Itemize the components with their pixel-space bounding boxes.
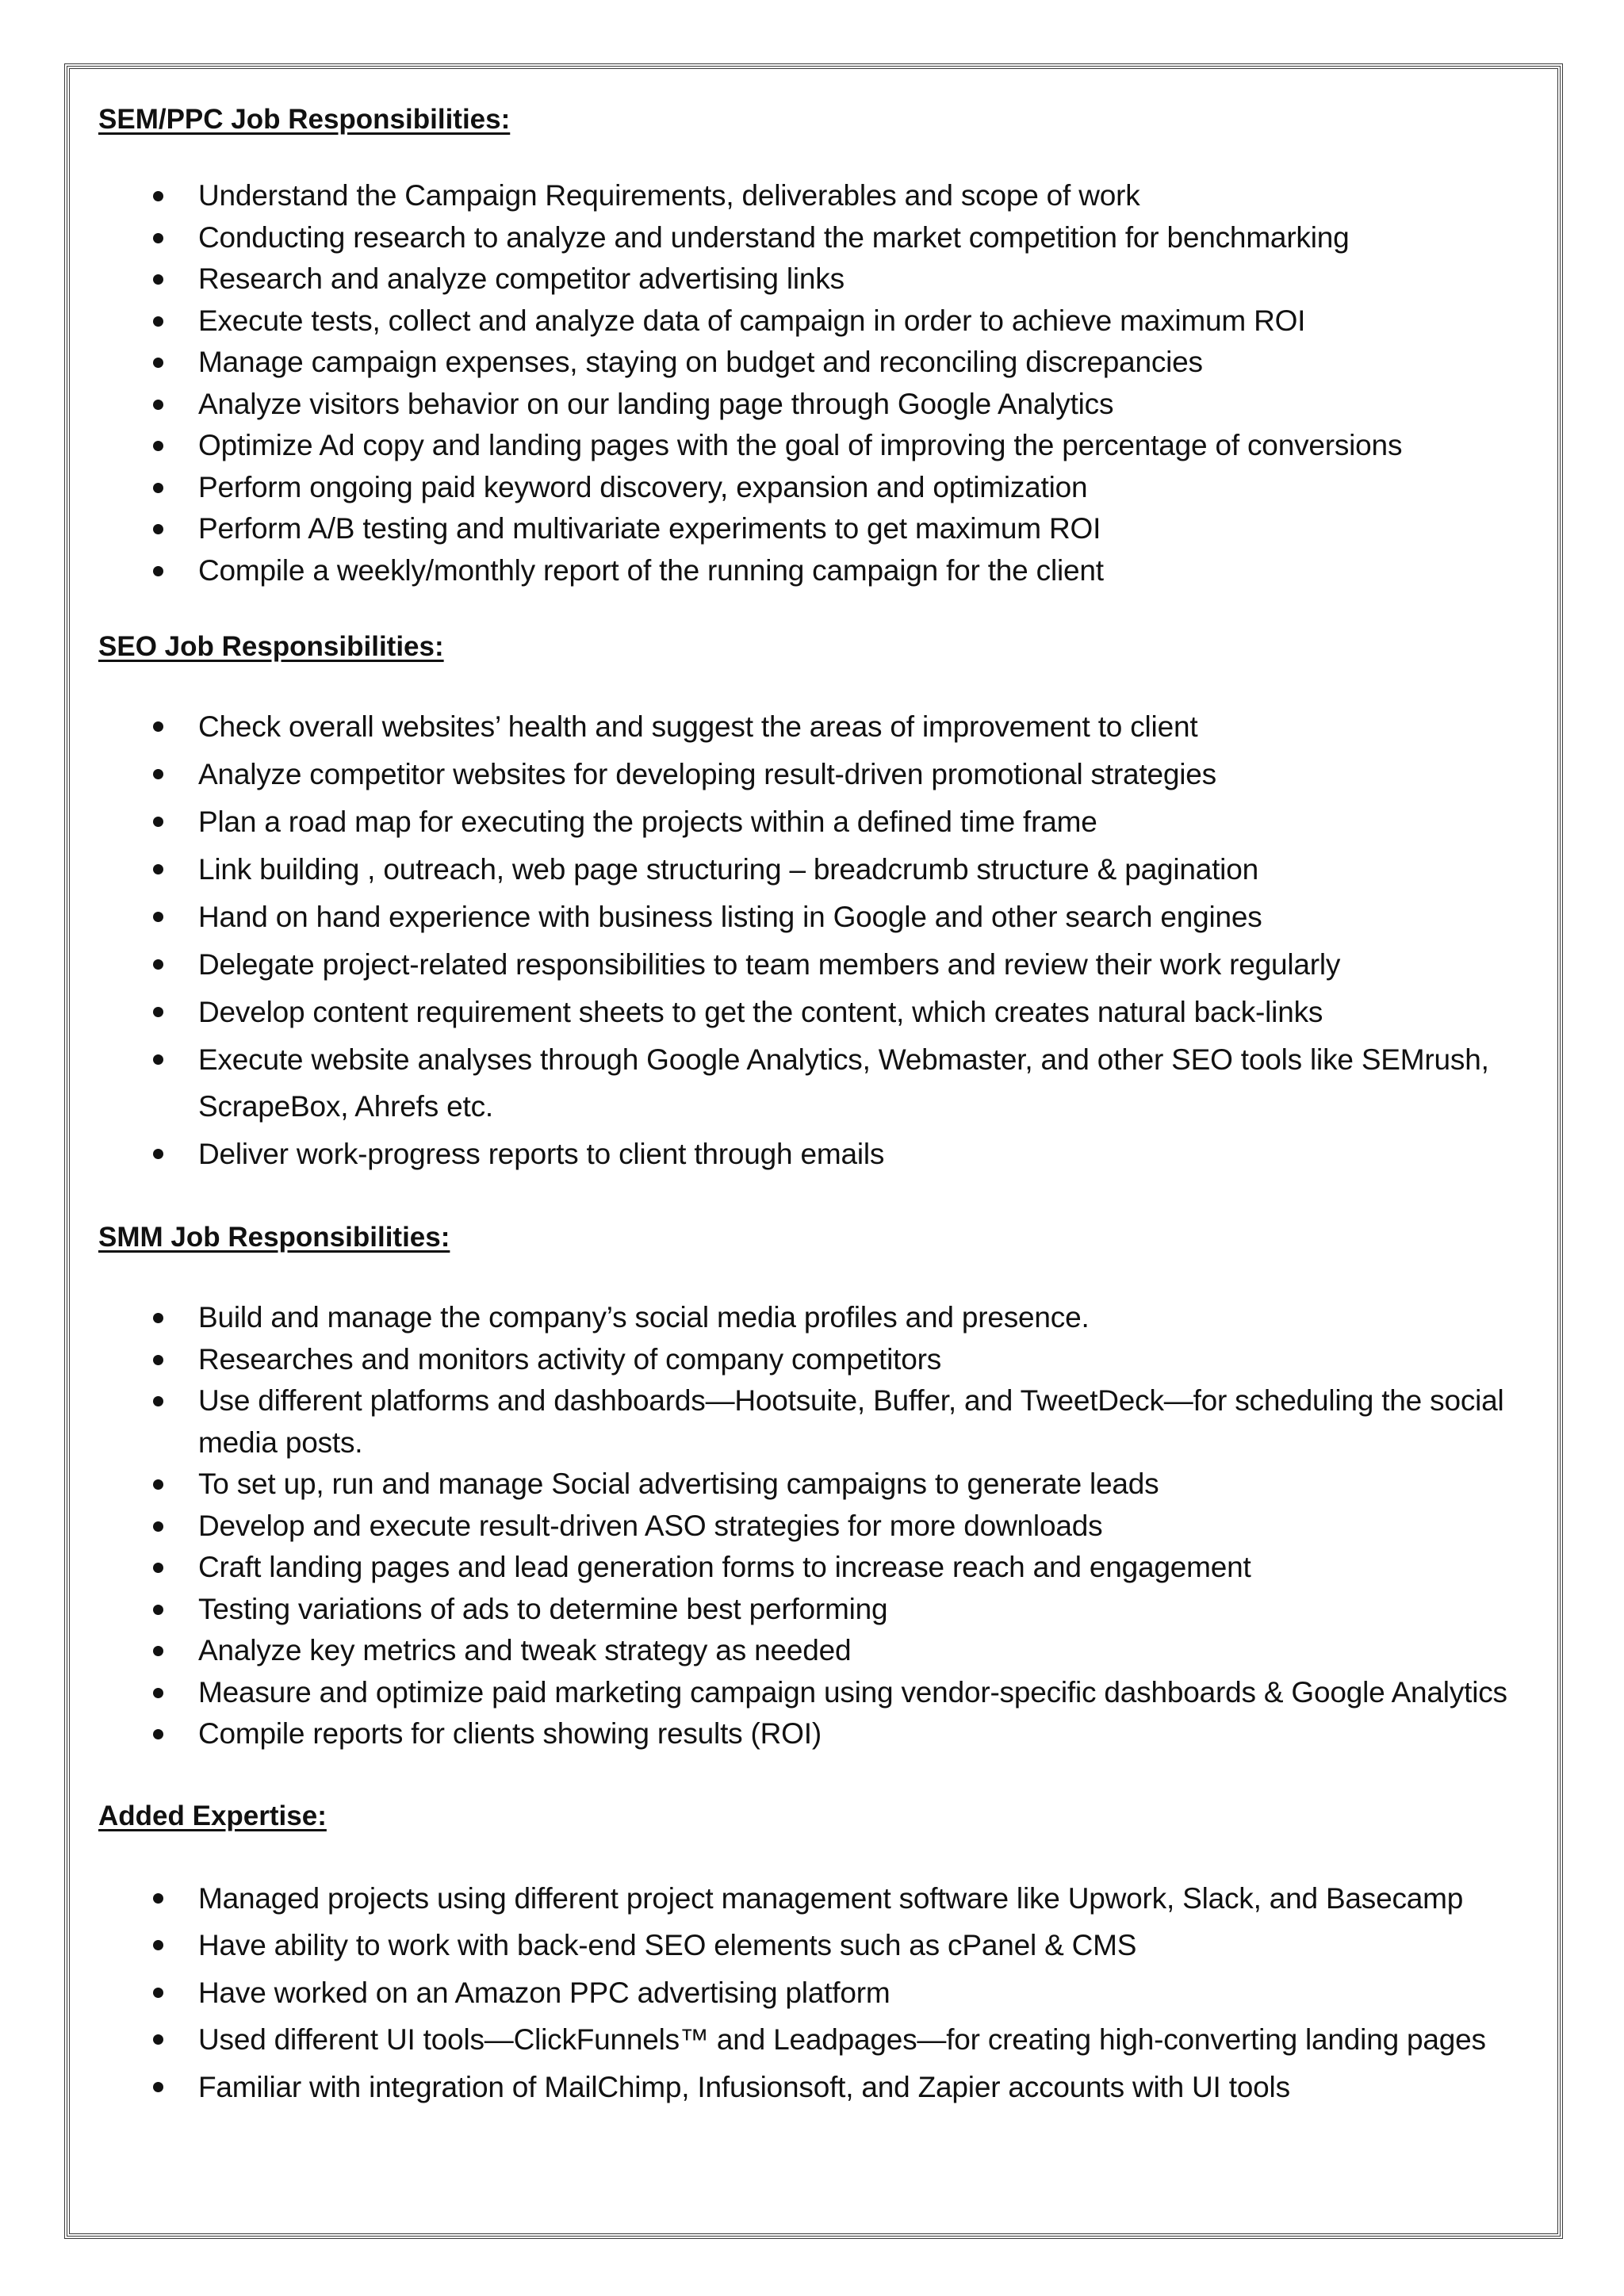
section-sem-ppc: [98, 103, 1542, 591]
list-item-text: Plan a road map for executing the projects within a defined time frame: [198, 806, 1097, 838]
list-item-text: Used different UI tools—ClickFunnels™ and Leadpages—for creating high-converting landing pages: [198, 2023, 1486, 2056]
list-item-text: Analyze key metrics and tweak strategy as needed: [198, 1634, 852, 1667]
bullet-icon: [153, 2082, 163, 2092]
bullet-icon: [153, 1521, 163, 1532]
list-item-text: Measure and optimize paid marketing campaign using vendor-specific dashboards & Google Analytics: [198, 1675, 1507, 1709]
list-item-text: Deliver work-progress reports to client through emails: [198, 1138, 885, 1170]
bullet-icon: [153, 1605, 163, 1615]
list-item-text: Testing variations of ads to determine best performing: [198, 1592, 888, 1625]
list-item: [98, 846, 1542, 893]
bullet-icon: [153, 912, 163, 922]
list-item: [98, 342, 1542, 384]
list-item: [98, 508, 1542, 550]
bullet-list-sem-ppc: [98, 175, 1542, 591]
bullet-icon: [153, 1646, 163, 1656]
bullet-icon: [153, 959, 163, 970]
list-item: [98, 467, 1542, 509]
bullet-icon: [153, 483, 163, 493]
bullet-icon: [153, 274, 163, 285]
list-item: [98, 703, 1542, 750]
bullet-icon: [153, 1007, 163, 1017]
list-item-text: To set up, run and manage Social advertising campaigns to generate leads: [198, 1468, 1159, 1500]
list-item: [98, 1672, 1542, 1714]
bullet-icon: [153, 1355, 163, 1365]
list-item-text: Familiar with integration of MailChimp, Infusionsoft, and Zapier accounts with UI tools: [198, 2070, 1290, 2103]
list-item-text: Have worked on an Amazon PPC advertising platform: [198, 1976, 891, 2009]
section-heading-smm: SMM Job Responsibilities:: [98, 1222, 450, 1253]
list-item: [98, 425, 1542, 467]
bullet-icon: [153, 769, 163, 779]
bullet-icon: [153, 566, 163, 576]
list-item-text: Execute tests, collect and analyze data of campaign in order to achieve maximum ROI: [198, 304, 1306, 337]
list-item-text: Optimize Ad copy and landing pages with the goal of improving the percentage of conversions: [198, 429, 1403, 461]
list-item: [98, 1547, 1542, 1589]
list-item: [98, 1630, 1542, 1672]
list-item: [98, 1969, 1542, 2017]
bullet-icon: [153, 1396, 163, 1406]
list-item-text: Manage campaign expenses, staying on budget and reconciling discrepancies: [198, 346, 1203, 378]
bullet-icon: [153, 1054, 163, 1065]
section-heading-seo: SEO Job Responsibilities:: [98, 631, 444, 662]
bullet-icon: [153, 400, 163, 410]
bullet-icon: [153, 1563, 163, 1573]
bullet-list-smm: [98, 1297, 1542, 1755]
list-item-text: Build and manage the company’s social media profiles and presence.: [198, 1301, 1090, 1334]
document-body: [98, 103, 1542, 2110]
bullet-icon: [153, 358, 163, 368]
list-item-text: Develop and execute result-driven ASO strategies for more downloads: [198, 1509, 1103, 1542]
bullet-list-added-expertise: [98, 1875, 1542, 2111]
list-item: [98, 1589, 1542, 1631]
bullet-icon: [153, 1988, 163, 1998]
section-smm: [98, 1221, 1542, 1755]
bullet-icon: [153, 1313, 163, 1323]
list-item: [98, 175, 1542, 217]
list-item: [98, 1380, 1542, 1464]
bullet-icon: [153, 1729, 163, 1739]
list-item-text: Use different platforms and dashboards—Hootsuite, Buffer, and TweetDeck—for scheduling the social media posts.: [198, 1384, 1504, 1459]
bullet-list-seo: [98, 703, 1542, 1177]
bullet-icon: [153, 524, 163, 534]
section-added-expertise: [98, 1800, 1542, 2111]
list-item-text: Managed projects using different project management software like Upwork, Slack, and Basecamp: [198, 1881, 1464, 1915]
bullet-icon: [153, 191, 163, 201]
list-item: [98, 1036, 1542, 1130]
bullet-icon: [153, 1479, 163, 1490]
bullet-icon: [153, 817, 163, 827]
list-item: [98, 2064, 1542, 2111]
list-item-text: Link building , outreach, web page structuring – breadcrumb structure & pagination: [198, 853, 1258, 886]
list-item: [98, 1713, 1542, 1755]
list-item-text: Perform A/B testing and multivariate experiments to get maximum ROI: [198, 512, 1101, 545]
list-item: [98, 1922, 1542, 1969]
list-item-text: Researches and monitors activity of company competitors: [198, 1342, 942, 1376]
list-item: [98, 894, 1542, 940]
list-item: [98, 1875, 1542, 1923]
list-item-text: Craft landing pages and lead generation forms to increase reach and engagement: [198, 1551, 1251, 1583]
list-item: [98, 1297, 1542, 1339]
bullet-icon: [153, 1940, 163, 1950]
list-item-text: Conducting research to analyze and understand the market competition for benchmarking: [198, 220, 1350, 254]
list-item: [98, 989, 1542, 1035]
list-item-text: Develop content requirement sheets to get the content, which creates natural back-links: [198, 996, 1323, 1028]
bullet-icon: [153, 1893, 163, 1904]
list-item-text: Check overall websites’ health and suggest the areas of improvement to client: [198, 710, 1198, 743]
list-item: [98, 300, 1542, 342]
list-item-text: Compile a weekly/monthly report of the running campaign for the client: [198, 553, 1104, 587]
list-item-text: Execute website analyses through Google Analytics, Webmaster, and other SEO tools like SEMrush, ScrapeBox, Ahrefs etc.: [198, 1043, 1489, 1123]
bullet-icon: [153, 441, 163, 451]
list-item-text: Research and analyze competitor advertising links: [198, 262, 845, 295]
list-item: [98, 1464, 1542, 1506]
bullet-icon: [153, 864, 163, 874]
list-item-text: Compile reports for clients showing results (ROI): [198, 1717, 822, 1750]
list-item: [98, 751, 1542, 798]
list-item-text: Hand on hand experience with business listing in Google and other search engines: [198, 901, 1262, 933]
list-item-text: Have ability to work with back-end SEO elements such as cPanel & CMS: [198, 1929, 1137, 1961]
list-item: [98, 217, 1542, 259]
bullet-icon: [153, 1149, 163, 1159]
bullet-icon: [153, 1688, 163, 1698]
section-heading-added-expertise: Added Expertise:: [98, 1800, 327, 1831]
list-item: [98, 2016, 1542, 2064]
bullet-icon: [153, 316, 163, 327]
list-item: [98, 798, 1542, 845]
list-item-text: Analyze visitors behavior on our landing page through Google Analytics: [198, 387, 1114, 420]
list-item: [98, 258, 1542, 300]
list-item-text: Perform ongoing paid keyword discovery, expansion and optimization: [198, 470, 1088, 503]
section-seo: [98, 630, 1542, 1177]
list-item: [98, 1506, 1542, 1548]
list-item: [98, 550, 1542, 592]
bullet-icon: [153, 2034, 163, 2045]
list-item: [98, 1339, 1542, 1381]
list-item: [98, 941, 1542, 988]
bullet-icon: [153, 721, 163, 732]
section-heading-sem-ppc: SEM/PPC Job Responsibilities:: [98, 104, 511, 135]
bullet-icon: [153, 233, 163, 243]
list-item-text: Understand the Campaign Requirements, deliverables and scope of work: [198, 179, 1140, 212]
list-item-text: Delegate project-related responsibilities to team members and review their work regularly: [198, 948, 1341, 981]
list-item-text: Analyze competitor websites for developing result-driven promotional strategies: [198, 758, 1216, 790]
list-item: [98, 1131, 1542, 1177]
list-item: [98, 384, 1542, 426]
